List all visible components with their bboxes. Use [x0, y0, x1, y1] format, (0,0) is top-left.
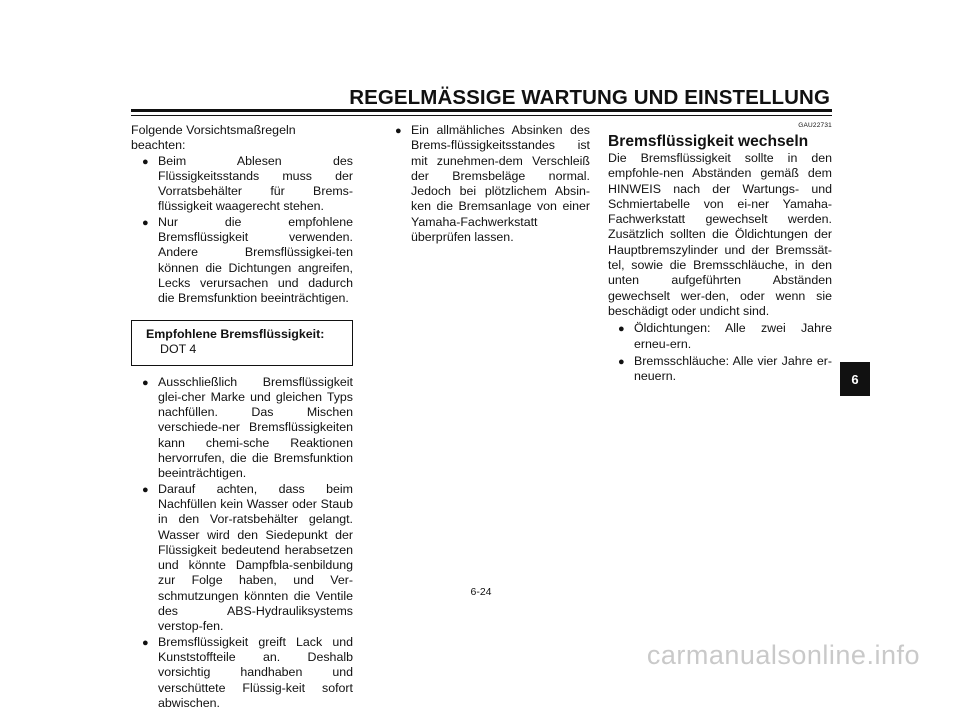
bullet-icon: ● [142, 155, 149, 168]
column-middle [384, 123, 590, 245]
list-item [131, 215, 353, 307]
bullet-icon: ● [618, 355, 625, 368]
list-item-text: Ausschließlich Bremsflüssigkeit glei-cher Marke und gleichen Typs nachfüllen. Das Mischen verschiede-ner Bremsflüssigkeiten kann chemi-sche Reaktionen hervorrufen, die die Bremsfunktion beeinträchtigen. [158, 374, 353, 481]
section-code: GAU22731 [798, 122, 832, 129]
list-item-text: Bremsflüssigkeit greift Lack und Kunststoffteile an. Deshalb vorsichtig handhaben und verschüttete Flüssig-keit sofort abwischen. [158, 634, 353, 710]
bullet-icon: ● [142, 376, 149, 389]
column-left [131, 123, 353, 711]
list-item-text: Nur die empfohlene Bremsflüssigkeit verwenden. Andere Bremsflüssigkei-ten können die Dichtungen angreifen, Lecks verursachen und dadurch die Bremsfunktion beeinträchtigen. [158, 214, 353, 306]
list-item [131, 154, 353, 215]
bullet-icon: ● [142, 216, 149, 229]
list-item [131, 482, 353, 635]
section-body: Die Bremsflüssigkeit sollte in den empfohle-nen Abständen gemäß dem HINWEIS nach der Wartungs- und Schmiertabelle von ei-ner Yamaha-Fachwerkstatt gewechselt werden. Zusätzlich sollten die Öldichtungen der Hauptbremszylinder und der Bremssät-tel, sowie die Bremsschläuche, in den unten aufgeführten Abständen gewechselt wer-den, oder wenn sie beschädigt oder undicht sind. [608, 151, 832, 318]
chapter-tab: 6 [840, 362, 870, 396]
list-item [384, 123, 590, 245]
list-item-text: Ein allmähliches Absinken des Brems-flüssigkeitsstandes ist mit zunehmen-dem Verschleiß der Bremsbeläge normal. Jedoch bei plötzlichem Absin-ken die Bremsanlage von einer Yamaha-Fachwerkstatt überprüfen lassen. [411, 123, 590, 245]
box-value: DOT 4 [160, 341, 197, 356]
bullet-icon: ● [142, 636, 149, 649]
box-title: Empfohlene Bremsflüssigkeit: [146, 326, 325, 341]
intro-text: Folgende Vorsichtsmaßregeln beachten: [131, 123, 296, 153]
page-number: 6-24 [470, 586, 492, 598]
list-item [608, 321, 832, 352]
list-item-text: Darauf achten, dass beim Nachfüllen kein Wasser oder Staub in den Vor-ratsbehälter gelangt. Wasser wird den Siedepunkt der Flüssigkeit bedeutend herabsetzen und könnte Dampfbla-senbildung zur Folge haben, und Ver-schmutzungen könnten die Ventile des ABS-Hydrauliksystems verstop-fen. [158, 481, 353, 634]
list-item [131, 375, 353, 482]
list-item-text: Öldichtungen: Alle zwei Jahre erneu-ern. [634, 321, 832, 351]
bullet-icon: ● [395, 125, 402, 137]
list-item [131, 635, 353, 711]
recommended-fluid-box [131, 320, 353, 366]
header-rule-thin [131, 115, 832, 116]
list-item [608, 354, 832, 385]
page-header-title: REGELMÄSSIGE WARTUNG UND EINSTELLUNG [349, 86, 830, 109]
watermark: carmanualsonline.info [646, 640, 920, 670]
section-heading: Bremsflüssigkeit wechseln [608, 133, 809, 150]
header-rule-thick [131, 109, 832, 112]
list-item-text: Bremsschläuche: Alle vier Jahre er-neuern. [634, 353, 832, 384]
list-item-text: Beim Ablesen des Flüssigkeitsstands muss der Vorratsbehälter für Brems-flüssigkeit waagerecht stehen. [158, 153, 353, 214]
bullet-icon: ● [618, 323, 625, 336]
column-right [608, 122, 832, 384]
bullet-icon: ● [142, 483, 149, 496]
